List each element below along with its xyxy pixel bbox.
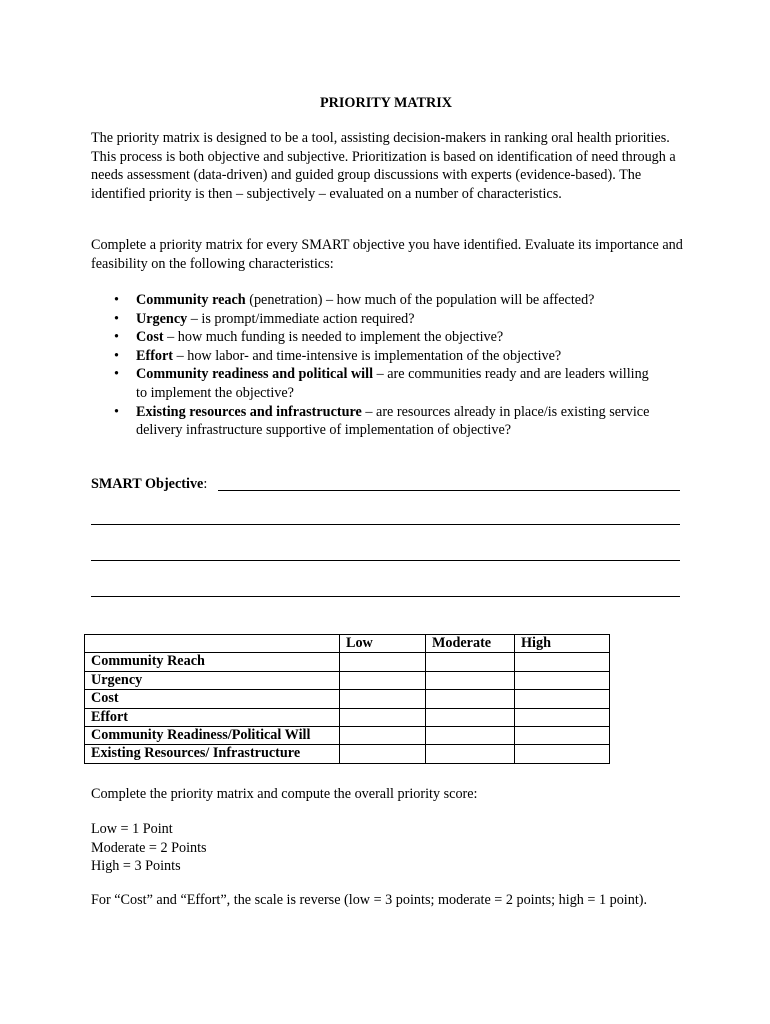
table-row xyxy=(85,671,610,689)
list-item xyxy=(91,328,651,347)
moderate-cell[interactable] xyxy=(426,745,515,763)
table-row xyxy=(85,653,610,671)
row-label: Existing Resources/ Infrastructure xyxy=(85,745,340,763)
moderate-cell[interactable] xyxy=(426,708,515,726)
bullet-icon: • xyxy=(114,403,119,420)
criteria-term: Cost xyxy=(136,329,164,346)
list-item xyxy=(91,310,651,329)
high-cell[interactable] xyxy=(515,745,610,763)
criteria-desc: – are resources already in place/is existing service delivery infrastructure supportive of implementation of objective? xyxy=(136,403,650,439)
smart-objective-line-4[interactable] xyxy=(91,596,680,597)
bullet-icon: • xyxy=(114,329,119,346)
table-header-row xyxy=(85,635,610,653)
table-row xyxy=(85,726,610,744)
criteria-list xyxy=(91,291,651,440)
bullet-icon: • xyxy=(114,347,119,364)
reverse-scale-note: For “Cost” and “Effort”, the scale is reverse (low = 3 points; moderate = 2 points; high = 1 point). xyxy=(91,892,648,908)
scale-moderate: Moderate = 2 Points xyxy=(91,839,207,856)
criteria-desc: – how much funding is needed to implement the objective? xyxy=(163,329,504,346)
moderate-cell[interactable] xyxy=(426,653,515,671)
scale-high: High = 3 Points xyxy=(91,858,181,875)
row-label: Community Readiness/Political Will xyxy=(85,726,340,744)
criteria-term: Existing resources and infrastructure xyxy=(136,403,362,420)
priority-matrix-table xyxy=(84,634,610,764)
list-item xyxy=(91,365,651,402)
point-scale xyxy=(91,820,207,876)
smart-objective-label: SMART Objective xyxy=(91,476,204,492)
smart-objective-colon: : xyxy=(203,476,208,492)
row-label: Community Reach xyxy=(85,653,340,671)
criteria-term: Community reach xyxy=(136,292,246,308)
high-cell[interactable] xyxy=(515,671,610,689)
high-cell[interactable] xyxy=(515,708,610,726)
criteria-desc: – is prompt/immediate action required? xyxy=(187,310,415,327)
table-row xyxy=(85,708,610,726)
intro-paragraph: The priority matrix is designed to be a tool, assisting decision-makers in ranking oral health priorities. This process is both objective and subjective. Prioritization is based on identification of need through a needs assessment (data-driven) and guided group discussions with experts (evidence-based). The identified priority is then – subjectively – evaluated on a number of characteristics. xyxy=(91,130,676,202)
criteria-desc: – how labor- and time-intensive is implementation of the objective? xyxy=(173,347,562,364)
smart-objective-row xyxy=(91,475,681,495)
high-cell[interactable] xyxy=(515,653,610,671)
low-cell[interactable] xyxy=(340,745,426,763)
table-row xyxy=(85,690,610,708)
criteria-term: Community readiness and political will xyxy=(136,366,374,383)
low-cell[interactable] xyxy=(340,671,426,689)
instructions-paragraph: Complete a priority matrix for every SMART objective you have identified. Evaluate its importance and feasibility on the following characteristics: xyxy=(91,237,683,272)
criteria-term: Urgency xyxy=(136,310,188,327)
bullet-icon: • xyxy=(114,292,119,308)
high-cell[interactable] xyxy=(515,690,610,708)
low-cell[interactable] xyxy=(340,726,426,744)
row-label: Cost xyxy=(85,690,340,708)
header-high: High xyxy=(515,635,610,653)
header-cell xyxy=(85,635,340,653)
high-cell[interactable] xyxy=(515,726,610,744)
low-cell[interactable] xyxy=(340,690,426,708)
smart-objective-field[interactable] xyxy=(218,490,680,491)
score-intro-paragraph: Complete the priority matrix and compute the overall priority score: xyxy=(91,786,478,802)
criteria-desc: (penetration) – how much of the population will be affected? xyxy=(245,292,595,308)
moderate-cell[interactable] xyxy=(426,671,515,689)
list-item xyxy=(91,403,651,440)
moderate-cell[interactable] xyxy=(426,690,515,708)
document-title: PRIORITY MATRIX xyxy=(319,95,453,111)
low-cell[interactable] xyxy=(340,708,426,726)
list-item xyxy=(91,347,651,366)
moderate-cell[interactable] xyxy=(426,726,515,744)
criteria-desc: – are communities ready and are leaders willing to implement the objective? xyxy=(136,366,649,401)
row-label: Urgency xyxy=(85,671,340,689)
low-cell[interactable] xyxy=(340,653,426,671)
smart-objective-line-2[interactable] xyxy=(91,524,680,525)
row-label: Effort xyxy=(85,708,340,726)
smart-objective-line-3[interactable] xyxy=(91,560,680,561)
scale-low: Low = 1 Point xyxy=(91,821,173,837)
header-moderate: Moderate xyxy=(426,635,515,653)
header-low: Low xyxy=(340,635,426,653)
bullet-icon: • xyxy=(114,366,119,383)
list-item xyxy=(91,291,651,310)
bullet-icon: • xyxy=(114,310,119,327)
criteria-term: Effort xyxy=(136,347,174,364)
table-row xyxy=(85,745,610,763)
